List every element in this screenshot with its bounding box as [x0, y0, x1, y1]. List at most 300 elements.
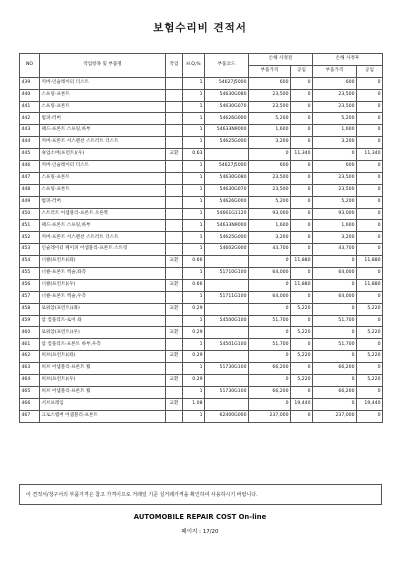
- table-row: [20, 208, 383, 220]
- cell-parts-price-after: 0: [313, 149, 357, 161]
- cell-part-code: 62400G000: [205, 410, 249, 422]
- table-row: [20, 351, 383, 363]
- cell-labor-after: 0: [357, 220, 383, 232]
- cell-parts-price-after: 0: [313, 303, 357, 315]
- cell-labor-after: 5,220: [357, 327, 383, 339]
- cell-parts-price-after: 237,000: [313, 410, 357, 422]
- cell-labor-after: 19,440: [357, 398, 383, 410]
- cell-no: 443: [20, 125, 40, 137]
- cell-parts-price-after: 3,200: [313, 137, 357, 149]
- table-row: [20, 386, 383, 398]
- header-after: 손해 사정후: [313, 54, 383, 66]
- cell-no: 452: [20, 232, 40, 244]
- header-hq: H.Q,%: [183, 54, 205, 78]
- cell-item-name: 허브(프런트)(좌): [40, 351, 166, 363]
- cell-parts-price-before: 600: [249, 161, 291, 173]
- cell-no: 460: [20, 327, 40, 339]
- cell-no: 462: [20, 351, 40, 363]
- cell-no: 454: [20, 256, 40, 268]
- cell-no: 445: [20, 149, 40, 161]
- cell-parts-price-after: 3,200: [313, 232, 357, 244]
- page-number: 페이지 : 17/20: [181, 529, 219, 535]
- price-notice: 이 견적서/청구서의 부품가격은 참고 가격이므로 거래일 기준 실거래가격을 확인하여 사용하시기 바랍니다.: [19, 484, 382, 505]
- cell-parts-price-after: 600: [313, 161, 357, 173]
- table-body: [20, 77, 383, 422]
- cell-labor-after: 0: [357, 89, 383, 101]
- cell-no: 453: [20, 244, 40, 256]
- table-row: [20, 291, 383, 303]
- cell-labor-after: 0: [357, 113, 383, 125]
- table-row: [20, 137, 383, 149]
- cell-labor-after: 0: [357, 291, 383, 303]
- cell-labor-before: 0: [291, 113, 313, 125]
- footer-title: AUTOMOBILE REPAIR COST On-line: [133, 513, 267, 521]
- cell-item-name: 쇽업소버(프런트)(우): [40, 149, 166, 161]
- cell-item-name: 너클(프런트)(우): [40, 279, 166, 291]
- cell-part-code: 54630G070: [205, 184, 249, 196]
- cell-hq: 1: [183, 208, 205, 220]
- cell-hq: 1: [183, 161, 205, 173]
- cell-part-code: [205, 327, 249, 339]
- cell-hq: 0.29: [183, 375, 205, 387]
- cell-no: 448: [20, 184, 40, 196]
- header-item: 작업항목 및 부품명: [40, 54, 166, 78]
- cell-part-code: 54627J5000: [205, 161, 249, 173]
- cell-work: [166, 363, 183, 375]
- cell-parts-price-before: 51,700: [249, 339, 291, 351]
- cell-work: 교환: [166, 375, 183, 387]
- cell-labor-before: 0: [291, 101, 313, 113]
- cell-parts-price-before: 0: [249, 149, 291, 161]
- cell-item-name: 크로스멤버 어셈블리-프론트: [40, 410, 166, 422]
- cell-labor-after: 11,340: [357, 149, 383, 161]
- cell-item-name: 커버-인슐레이터 더스트: [40, 161, 166, 173]
- cell-no: 456: [20, 279, 40, 291]
- cell-labor-before: 0: [291, 339, 313, 351]
- table-row: [20, 172, 383, 184]
- cell-labor-after: 0: [357, 244, 383, 256]
- cell-labor-before: 11,340: [291, 149, 313, 161]
- cell-part-code: [205, 256, 249, 268]
- cell-item-name: 스트러트 어셈블리-프론트 오른쪽: [40, 208, 166, 220]
- cell-part-code: [205, 398, 249, 410]
- cell-work: [166, 172, 183, 184]
- cell-item-name: 로워암(프런트)(좌): [40, 303, 166, 315]
- cell-no: 463: [20, 363, 40, 375]
- header-work: 작업: [166, 54, 183, 78]
- cell-part-code: 54633N9000: [205, 220, 249, 232]
- cell-labor-before: 0: [291, 244, 313, 256]
- cell-part-code: 51730G100: [205, 386, 249, 398]
- cell-parts-price-after: 0: [313, 327, 357, 339]
- header-labor-after: 공임: [357, 65, 383, 77]
- cell-part-code: 54661G1120: [205, 208, 249, 220]
- cell-hq: 0.66: [183, 256, 205, 268]
- table-header: [20, 54, 383, 78]
- cell-part-code: [205, 303, 249, 315]
- cell-labor-after: 0: [357, 77, 383, 89]
- cell-parts-price-after: 0: [313, 375, 357, 387]
- cell-hq: 1: [183, 244, 205, 256]
- cell-hq: 1: [183, 184, 205, 196]
- header-labor-before: 공임: [291, 65, 313, 77]
- cell-part-code: 54627J5000: [205, 77, 249, 89]
- cell-labor-before: 0: [291, 161, 313, 173]
- cell-hq: 0.29: [183, 303, 205, 315]
- cell-labor-before: 0: [291, 89, 313, 101]
- cell-part-code: 54630G080: [205, 172, 249, 184]
- cell-work: 교환: [166, 279, 183, 291]
- cell-hq: 1: [183, 89, 205, 101]
- cell-labor-before: 0: [291, 291, 313, 303]
- cell-item-name: 허브 어셈블리-프론트 휠: [40, 363, 166, 375]
- cell-hq: 1.08: [183, 398, 205, 410]
- cell-parts-price-before: 1,600: [249, 125, 291, 137]
- cell-parts-price-before: 0: [249, 256, 291, 268]
- cell-work: [166, 410, 183, 422]
- cell-item-name: 암 컴플리트-프론트 하부,우측: [40, 339, 166, 351]
- cell-work: [166, 113, 183, 125]
- cell-labor-after: 0: [357, 339, 383, 351]
- cell-labor-after: 0: [357, 125, 383, 137]
- cell-no: 444: [20, 137, 40, 149]
- cell-parts-price-after: 51,700: [313, 315, 357, 327]
- cell-hq: 1: [183, 268, 205, 280]
- cell-parts-price-before: 5,200: [249, 113, 291, 125]
- cell-no: 451: [20, 220, 40, 232]
- cell-parts-price-after: 0: [313, 279, 357, 291]
- cell-parts-price-before: 64,000: [249, 268, 291, 280]
- cell-labor-before: 0: [291, 220, 313, 232]
- cell-part-code: 54602G000: [205, 244, 249, 256]
- cell-work: 교환: [166, 327, 183, 339]
- cell-item-name: 너클-프론트 액슬,우측: [40, 291, 166, 303]
- cell-parts-price-after: 64,000: [313, 291, 357, 303]
- cell-part-code: 54625G000: [205, 137, 249, 149]
- cell-labor-before: 0: [291, 196, 313, 208]
- cell-parts-price-before: 3,200: [249, 232, 291, 244]
- cell-labor-after: 5,220: [357, 351, 383, 363]
- cell-parts-price-before: 23,500: [249, 101, 291, 113]
- cell-hq: 1: [183, 125, 205, 137]
- cell-work: [166, 291, 183, 303]
- cell-labor-before: 11,880: [291, 256, 313, 268]
- cell-work: [166, 161, 183, 173]
- cell-labor-before: 0: [291, 184, 313, 196]
- cell-hq: 1: [183, 113, 205, 125]
- cell-work: [166, 220, 183, 232]
- cell-labor-before: 19,440: [291, 398, 313, 410]
- cell-labor-before: 0: [291, 125, 313, 137]
- cell-item-name: 커버-프론트 서스펜션 스트러트 더스트: [40, 137, 166, 149]
- cell-part-code: [205, 375, 249, 387]
- cell-work: [166, 89, 183, 101]
- cell-parts-price-before: 66,200: [249, 386, 291, 398]
- cell-hq: 1: [183, 291, 205, 303]
- cell-part-code: 54630G070: [205, 101, 249, 113]
- table-row: [20, 113, 383, 125]
- cell-labor-before: 0: [291, 137, 313, 149]
- cell-hq: 1: [183, 220, 205, 232]
- cell-labor-after: 0: [357, 196, 383, 208]
- cell-parts-price-before: 43,700: [249, 244, 291, 256]
- table-row: [20, 196, 383, 208]
- cell-work: [166, 268, 183, 280]
- table-row: [20, 327, 383, 339]
- cell-hq: 0.66: [183, 279, 205, 291]
- document-title: 보험수리비 견적서: [153, 22, 247, 34]
- cell-labor-after: 0: [357, 386, 383, 398]
- cell-part-code: 54630G080: [205, 89, 249, 101]
- cell-item-name: 스프링-프론트: [40, 101, 166, 113]
- cell-labor-before: 5,220: [291, 303, 313, 315]
- cell-no: 457: [20, 291, 40, 303]
- cell-no: 449: [20, 196, 40, 208]
- cell-hq: 1: [183, 137, 205, 149]
- cell-parts-price-after: 5,200: [313, 196, 357, 208]
- table-row: [20, 279, 383, 291]
- table-row: [20, 184, 383, 196]
- table-row: [20, 398, 383, 410]
- cell-item-name: 인슐레이터 페이퍼 어셈블리-프론트 스트럿: [40, 244, 166, 256]
- cell-parts-price-after: 23,500: [313, 101, 357, 113]
- cell-item-name: 너클(프런트)(좌): [40, 256, 166, 268]
- cell-work: [166, 184, 183, 196]
- header-no: NO: [20, 54, 40, 78]
- cell-labor-after: 0: [357, 208, 383, 220]
- cell-part-code: 54626G000: [205, 113, 249, 125]
- cell-labor-before: 0: [291, 363, 313, 375]
- header-before: 손해 사정전: [249, 54, 313, 66]
- cell-parts-price-after: 0: [313, 351, 357, 363]
- cell-no: 450: [20, 208, 40, 220]
- cell-labor-after: 5,220: [357, 303, 383, 315]
- cell-labor-before: 0: [291, 232, 313, 244]
- cell-labor-before: 0: [291, 268, 313, 280]
- cell-parts-price-after: 66,200: [313, 363, 357, 375]
- cell-labor-before: 0: [291, 172, 313, 184]
- cell-parts-price-after: 93,000: [313, 208, 357, 220]
- cell-work: [166, 386, 183, 398]
- cell-part-code: [205, 149, 249, 161]
- cell-item-name: 범퍼-러버: [40, 196, 166, 208]
- cell-parts-price-after: 51,700: [313, 339, 357, 351]
- cell-work: [166, 137, 183, 149]
- cell-parts-price-before: 0: [249, 279, 291, 291]
- cell-labor-after: 0: [357, 101, 383, 113]
- cell-work: 교환: [166, 256, 183, 268]
- cell-hq: 0.63: [183, 149, 205, 161]
- cell-labor-before: 11,880: [291, 279, 313, 291]
- cell-item-name: 커버-인슐레이터 더스트: [40, 77, 166, 89]
- cell-no: 464: [20, 375, 40, 387]
- cell-parts-price-before: 5,200: [249, 196, 291, 208]
- cell-work: [166, 244, 183, 256]
- cell-labor-after: 0: [357, 161, 383, 173]
- cell-item-name: 서브프레임: [40, 398, 166, 410]
- cell-hq: 1: [183, 77, 205, 89]
- table-row: [20, 232, 383, 244]
- cell-labor-before: 5,220: [291, 351, 313, 363]
- cell-work: 교환: [166, 303, 183, 315]
- cell-parts-price-after: 1,600: [313, 220, 357, 232]
- cell-no: 441: [20, 101, 40, 113]
- table-row: [20, 339, 383, 351]
- table-row: [20, 244, 383, 256]
- cell-labor-before: 0: [291, 386, 313, 398]
- cell-parts-price-before: 600: [249, 77, 291, 89]
- cell-hq: 1: [183, 315, 205, 327]
- cell-no: 442: [20, 113, 40, 125]
- cell-hq: 1: [183, 410, 205, 422]
- cell-parts-price-after: 0: [313, 398, 357, 410]
- cell-part-code: 54633N9000: [205, 125, 249, 137]
- cell-item-name: 커버-프론트 서스펜션 스트러트 더스트: [40, 232, 166, 244]
- cell-no: 439: [20, 77, 40, 89]
- cell-labor-after: 0: [357, 232, 383, 244]
- cell-item-name: 스프링-프론트: [40, 172, 166, 184]
- estimate-table: [19, 53, 383, 423]
- cell-hq: 0.29: [183, 327, 205, 339]
- cell-hq: 1: [183, 101, 205, 113]
- cell-labor-after: 0: [357, 268, 383, 280]
- cell-no: 455: [20, 268, 40, 280]
- table-row: [20, 268, 383, 280]
- table-row: [20, 89, 383, 101]
- cell-no: 466: [20, 398, 40, 410]
- cell-labor-after: 0: [357, 363, 383, 375]
- cell-work: [166, 101, 183, 113]
- table-row: [20, 363, 383, 375]
- cell-parts-price-after: 23,500: [313, 172, 357, 184]
- cell-parts-price-before: 23,500: [249, 89, 291, 101]
- cell-hq: 0.29: [183, 351, 205, 363]
- cell-hq: 1: [183, 339, 205, 351]
- table-row: [20, 149, 383, 161]
- cell-item-name: 허브 어셈블리-프론트 휠: [40, 386, 166, 398]
- cell-labor-before: 0: [291, 77, 313, 89]
- cell-work: [166, 77, 183, 89]
- cell-parts-price-before: 1,600: [249, 220, 291, 232]
- cell-labor-after: 0: [357, 315, 383, 327]
- table-row: [20, 410, 383, 422]
- cell-hq: 1: [183, 172, 205, 184]
- cell-parts-price-before: 23,500: [249, 172, 291, 184]
- cell-part-code: 51730G100: [205, 363, 249, 375]
- cell-labor-before: 0: [291, 410, 313, 422]
- cell-parts-price-before: 3,200: [249, 137, 291, 149]
- table-row: [20, 375, 383, 387]
- cell-parts-price-before: 0: [249, 327, 291, 339]
- cell-parts-price-before: 0: [249, 303, 291, 315]
- table-row: [20, 256, 383, 268]
- cell-work: [166, 196, 183, 208]
- cell-parts-price-after: 43,700: [313, 244, 357, 256]
- cell-labor-before: 0: [291, 208, 313, 220]
- cell-no: 446: [20, 161, 40, 173]
- cell-labor-before: 0: [291, 315, 313, 327]
- table-row: [20, 315, 383, 327]
- cell-work: 교환: [166, 398, 183, 410]
- cell-item-name: 범퍼-러버: [40, 113, 166, 125]
- cell-labor-after: 11,880: [357, 256, 383, 268]
- cell-parts-price-after: 23,500: [313, 184, 357, 196]
- cell-parts-price-before: 0: [249, 398, 291, 410]
- cell-parts-price-after: 1,600: [313, 125, 357, 137]
- cell-part-code: [205, 279, 249, 291]
- cell-work: [166, 125, 183, 137]
- table-row: [20, 77, 383, 89]
- cell-no: 458: [20, 303, 40, 315]
- cell-parts-price-after: 64,000: [313, 268, 357, 280]
- cell-part-code: 54501G100: [205, 339, 249, 351]
- table-row: [20, 125, 383, 137]
- cell-labor-before: 5,220: [291, 375, 313, 387]
- cell-item-name: 패드-프론트 스프링,하부: [40, 125, 166, 137]
- cell-labor-after: 0: [357, 172, 383, 184]
- cell-parts-price-before: 237,000: [249, 410, 291, 422]
- cell-work: [166, 339, 183, 351]
- cell-work: [166, 208, 183, 220]
- cell-item-name: 암 컴플리트-로어 좌: [40, 315, 166, 327]
- cell-parts-price-before: 64,000: [249, 291, 291, 303]
- cell-part-code: 51711G100: [205, 291, 249, 303]
- cell-labor-after: 0: [357, 410, 383, 422]
- cell-work: [166, 232, 183, 244]
- cell-part-code: [205, 351, 249, 363]
- cell-no: 465: [20, 386, 40, 398]
- cell-labor-after: 0: [357, 184, 383, 196]
- cell-no: 461: [20, 339, 40, 351]
- cell-part-code: 54625G000: [205, 232, 249, 244]
- cell-work: 교환: [166, 149, 183, 161]
- header-parts-price-after: 부품가격: [313, 65, 357, 77]
- cell-parts-price-after: 5,200: [313, 113, 357, 125]
- table-row: [20, 220, 383, 232]
- cell-hq: 1: [183, 232, 205, 244]
- cell-parts-price-before: 93,000: [249, 208, 291, 220]
- cell-no: 440: [20, 89, 40, 101]
- cell-parts-price-after: 600: [313, 77, 357, 89]
- cell-labor-after: 0: [357, 137, 383, 149]
- cell-parts-price-before: 0: [249, 351, 291, 363]
- cell-part-code: 54500G100: [205, 315, 249, 327]
- cell-parts-price-before: 66,200: [249, 363, 291, 375]
- cell-hq: 1: [183, 363, 205, 375]
- cell-labor-after: 5,220: [357, 375, 383, 387]
- cell-part-code: 51710G100: [205, 268, 249, 280]
- cell-work: 교환: [166, 351, 183, 363]
- cell-item-name: 스프링-프론트: [40, 184, 166, 196]
- table-row: [20, 101, 383, 113]
- cell-labor-before: 5,220: [291, 327, 313, 339]
- cell-parts-price-before: 23,500: [249, 184, 291, 196]
- cell-no: 459: [20, 315, 40, 327]
- header-code: 부품코드: [205, 54, 249, 78]
- cell-parts-price-after: 66,200: [313, 386, 357, 398]
- cell-item-name: 패드-프론트 스프링,하부: [40, 220, 166, 232]
- cell-hq: 1: [183, 196, 205, 208]
- cell-no: 467: [20, 410, 40, 422]
- header-parts-price-before: 부품가격: [249, 65, 291, 77]
- cell-item-name: 로워암(프런트)(우): [40, 327, 166, 339]
- cell-parts-price-before: 0: [249, 375, 291, 387]
- cell-item-name: 허브(프런트)(우): [40, 375, 166, 387]
- cell-parts-price-before: 51,700: [249, 315, 291, 327]
- cell-work: [166, 315, 183, 327]
- cell-hq: 1: [183, 386, 205, 398]
- cell-no: 447: [20, 172, 40, 184]
